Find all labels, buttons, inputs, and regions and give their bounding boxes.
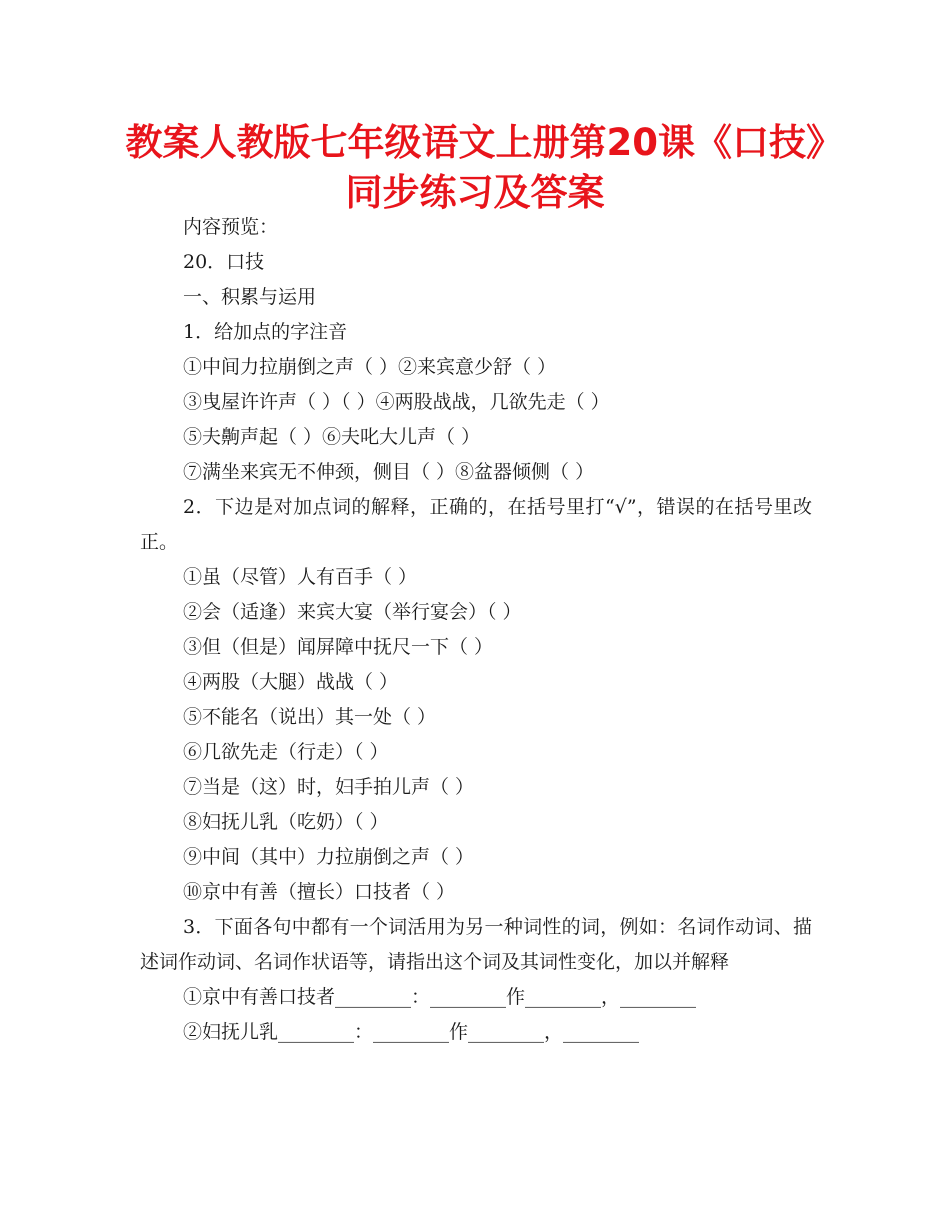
question-2-item: ④两股（大腿）战战（ ） <box>183 671 399 693</box>
question-2-item: ⑩京中有善（擅长）口技者（ ） <box>183 881 456 903</box>
question-1: 1．给加点的字注音 <box>183 321 348 343</box>
question-1-item: ⑤夫齁声起（ ）⑥夫叱大儿声（ ） <box>183 426 481 448</box>
lesson-heading: 20．口技 <box>183 251 265 273</box>
question-2-item: ⑥几欲先走（行走）（ ） <box>183 741 389 763</box>
section-heading: 一、积累与运用 <box>183 286 317 308</box>
question-2-item: ⑤不能名（说出）其一处（ ） <box>183 706 437 728</box>
question-3: 3．下面各句中都有一个词活用为另一种词性的词，例如：名词作动词、描述词作动词、名词作状语等，请指出这个词及其词性变化，加以并解释 <box>140 916 812 973</box>
preview-label: 内容预览： <box>183 216 279 238</box>
document-body <box>140 210 812 1050</box>
question-1-item: ⑦满坐来宾无不伸颈，侧目（ ）⑧盆器倾侧（ ） <box>183 461 595 483</box>
question-3-item: ①京中有善口技者________：________作________，________ <box>183 986 697 1008</box>
document-title: 教案人教版七年级语文上册第20课《口技》同步练习及答案 <box>125 121 825 214</box>
question-3-item: ②妇抚儿乳________：________作________，________ <box>183 1021 640 1043</box>
question-2: 2．下边是对加点词的解释，正确的，在括号里打“√”，错误的在括号里改正。 <box>140 496 812 553</box>
question-1-item: ③曳屋许许声（ ）（ ）④两股战战，几欲先走（ ） <box>183 391 610 413</box>
question-2-item: ①虽（尽管）人有百手（ ） <box>183 566 418 588</box>
question-2-item: ⑧妇抚儿乳（吃奶）（ ） <box>183 811 389 833</box>
question-2-item: ②会（适逢）来宾大宴（举行宴会）（ ） <box>183 601 522 623</box>
question-2-item: ③但（但是）闻屏障中抚尺一下（ ） <box>183 636 494 658</box>
question-2-item: ⑦当是（这）时，妇手拍儿声（ ） <box>183 776 475 798</box>
question-2-item: ⑨中间（其中）力拉崩倒之声（ ） <box>183 846 475 868</box>
question-1-item: ①中间力拉崩倒之声（ ）②来宾意少舒（ ） <box>183 356 557 378</box>
